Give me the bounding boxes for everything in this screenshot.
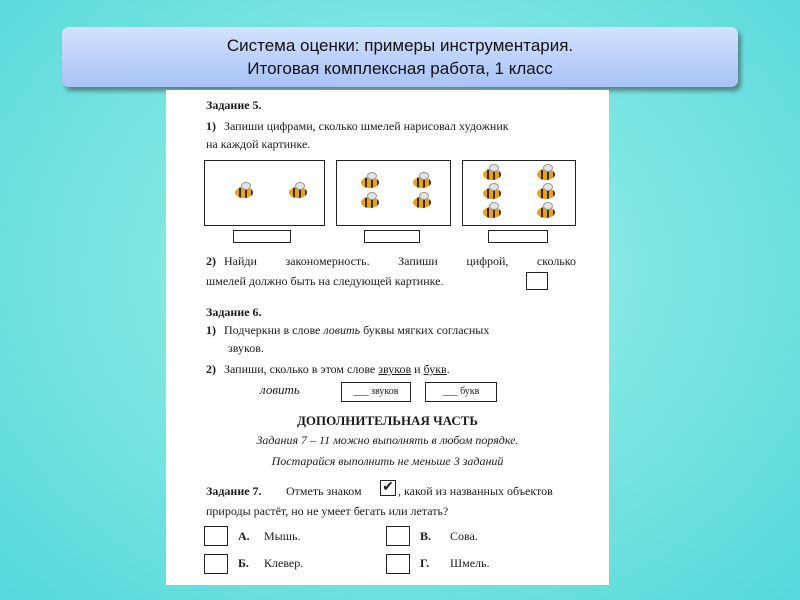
option-g-letter: Г.	[420, 556, 430, 570]
task7-title: Задание 7.	[206, 484, 262, 498]
option-b-text: Клевер.	[264, 556, 304, 570]
bee-icon	[413, 197, 431, 208]
task6-q1-text-a: Подчеркни в слове	[224, 323, 321, 337]
task6-q1-word: ловить	[323, 323, 361, 337]
option-a-text: Мышь.	[264, 529, 301, 543]
bee-icon	[235, 187, 253, 198]
task6-q1-line1	[224, 323, 489, 338]
bee-icon	[483, 188, 501, 199]
task7-line2: природы растёт, но не умеет бегать или летать?	[206, 504, 449, 518]
bee-picture-3	[462, 160, 576, 226]
task6-q2-and: и	[414, 362, 421, 376]
option-v-text: Сова.	[450, 529, 478, 543]
extra-part-note2: Постарайся выполнить не меньше 3 заданий	[271, 454, 504, 468]
answer-box-picture-2[interactable]	[364, 230, 420, 243]
task6-q1-text-b: буквы мягких согласных	[363, 323, 490, 337]
task6-title: Задание 6.	[206, 305, 262, 319]
answer-checkbox-b[interactable]	[204, 554, 228, 574]
answer-checkbox-a[interactable]	[204, 526, 228, 546]
letters-count-box[interactable]: ___ букв	[425, 382, 497, 402]
task5-q1-line1: Запиши цифрами, сколько шмелей нарисовал художник	[224, 119, 509, 133]
task6-q2-line	[224, 362, 450, 377]
task7-line1-a: Отметь знаком	[286, 484, 362, 498]
option-a-letter: А.	[238, 529, 250, 543]
task6-q2-letters: букв	[423, 362, 447, 376]
bee-icon	[537, 169, 555, 180]
extra-part-note1: Задания 7 – 11 можно выполнять в любом порядке.	[256, 433, 519, 447]
slide-title-line2: Итоговая комплексная работа, 1 класс	[247, 59, 553, 78]
task6-q2-number: 2)	[206, 362, 216, 376]
bee-icon	[289, 187, 307, 198]
extra-part-heading: ДОПОЛНИТЕЛЬНАЯ ЧАСТЬ	[296, 413, 479, 428]
bee-icon	[361, 177, 379, 188]
task5-q1-line2: на каждой картинке.	[206, 137, 311, 151]
bee-icon	[537, 207, 555, 218]
task6-q2-text-a: Запиши, сколько в этом слове	[224, 362, 376, 376]
task5-title: Задание 5.	[206, 98, 262, 112]
bee-picture-2	[336, 160, 451, 226]
sounds-count-box[interactable]: ___ звуков	[341, 382, 411, 402]
slide-title-banner	[62, 27, 738, 87]
bee-icon	[413, 177, 431, 188]
checkmark-icon: ✔	[380, 480, 396, 496]
slide-title-line1: Система оценки: примеры инструментария.	[226, 36, 574, 55]
option-b-letter: Б.	[238, 556, 249, 570]
answer-box-next-picture[interactable]	[526, 272, 548, 290]
bee-icon	[483, 169, 501, 180]
task6-q1-number: 1)	[206, 323, 216, 337]
task5-q2-line1: Найди закономерность. Запиши цифрой, сколько	[224, 254, 576, 268]
bee-icon	[537, 188, 555, 199]
task6-q1-line2: звуков.	[228, 341, 264, 355]
bee-icon	[483, 207, 501, 218]
task6-word: ловить	[260, 382, 300, 397]
worksheet-page	[166, 90, 609, 585]
bee-picture-1	[204, 160, 325, 226]
task5-q1-number: 1)	[206, 119, 216, 133]
task6-q2-end: .	[446, 362, 450, 376]
task6-q2-sounds: звуков	[378, 362, 412, 376]
task5-q2-line2: шмелей должно быть на следующей картинке.	[206, 274, 444, 288]
task7-line1-b: , какой из названных объектов	[398, 484, 553, 498]
answer-box-picture-3[interactable]	[488, 230, 548, 243]
option-g-text: Шмель.	[450, 556, 490, 570]
answer-box-picture-1[interactable]	[233, 230, 291, 243]
answer-checkbox-v[interactable]	[386, 526, 410, 546]
bee-icon	[361, 197, 379, 208]
answer-checkbox-g[interactable]	[386, 554, 410, 574]
task5-q2-number: 2)	[206, 254, 216, 268]
option-v-letter: В.	[420, 529, 432, 543]
